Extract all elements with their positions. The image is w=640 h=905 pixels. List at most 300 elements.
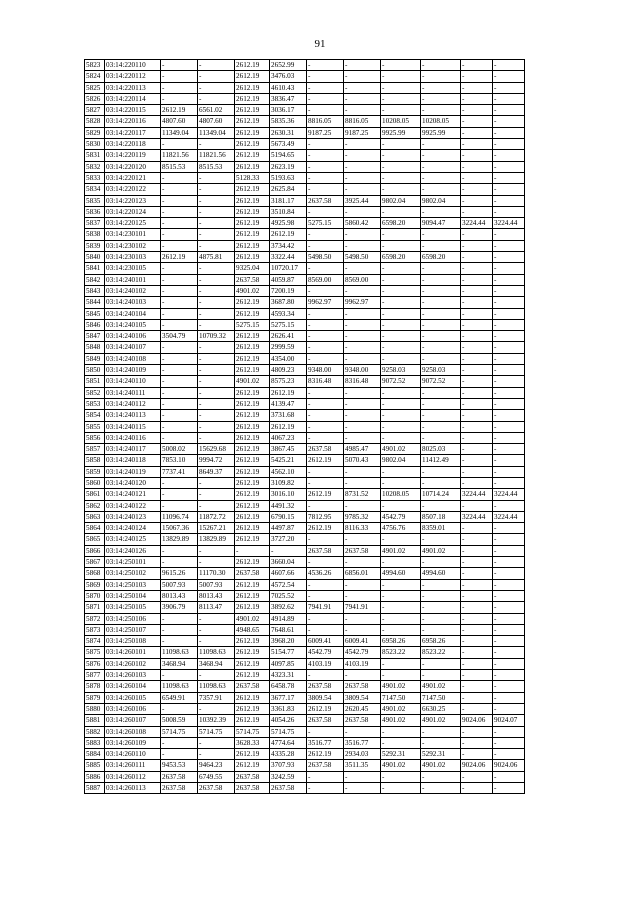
code-cell: 03:14:220113 [105,82,161,93]
value-cell: 4536.26 [307,568,344,579]
value-cell: - [307,240,344,251]
value-cell: 4497.87 [270,523,307,534]
value-cell: - [198,60,235,71]
value-cell: 2999.59 [270,342,307,353]
value-cell: - [344,184,381,195]
value-cell: - [381,342,421,353]
value-cell: - [198,229,235,240]
value-cell: 5128.33 [235,172,270,183]
value-cell: 4542.79 [344,647,381,658]
value-cell: - [344,353,381,364]
value-cell: - [461,602,493,613]
value-cell: 5275.15 [307,218,344,229]
value-cell: - [344,726,381,737]
value-cell: 3925.44 [344,195,381,206]
row-number-cell: 5869 [85,579,105,590]
code-cell: 03:14:220125 [105,218,161,229]
value-cell: 2612.19 [270,229,307,240]
table-row [85,376,525,387]
value-cell: 11821.56 [198,150,235,161]
value-cell: - [421,206,461,217]
value-cell: - [381,184,421,195]
value-cell: 2612.19 [235,229,270,240]
value-cell: - [198,749,235,760]
row-number-cell: 5826 [85,93,105,104]
value-cell: - [421,410,461,421]
value-cell: 5007.93 [198,579,235,590]
row-number-cell: 5840 [85,252,105,263]
code-cell: 03:14:220123 [105,195,161,206]
value-cell: - [198,624,235,635]
value-cell: 9464.23 [198,760,235,771]
row-number-cell: 5875 [85,647,105,658]
value-cell: 2612.19 [307,455,344,466]
value-cell: - [421,613,461,624]
value-cell: 8523.22 [421,647,461,658]
value-cell: 2612.19 [235,489,270,500]
value-cell: - [344,342,381,353]
value-cell: 5714.75 [161,726,198,737]
value-cell: 4901.02 [381,681,421,692]
value-cell: 9925.99 [381,127,421,138]
value-cell: - [198,670,235,681]
value-cell: - [198,477,235,488]
value-cell: - [198,240,235,251]
value-cell: - [461,342,493,353]
row-number-cell: 5857 [85,444,105,455]
value-cell: 2637.58 [270,783,307,794]
code-cell: 03:14:240101 [105,274,161,285]
value-cell: 4994.60 [381,568,421,579]
value-cell: 2612.19 [235,444,270,455]
code-cell: 03:14:220120 [105,161,161,172]
value-cell: 2637.58 [235,681,270,692]
value-cell: - [381,410,421,421]
row-number-cell: 5858 [85,455,105,466]
value-cell: 5070.43 [344,455,381,466]
value-cell: 3322.44 [270,252,307,263]
value-cell: - [198,206,235,217]
value-cell: - [381,263,421,274]
value-cell: - [461,319,493,330]
value-cell: 4774.64 [270,737,307,748]
code-cell: 03:14:240113 [105,410,161,421]
value-cell: 2612.19 [235,658,270,669]
value-cell: 2612.19 [235,195,270,206]
value-cell: - [198,195,235,206]
code-cell: 03:14:260101 [105,647,161,658]
value-cell: - [307,331,344,342]
value-cell: 2637.58 [235,771,270,782]
value-cell: - [198,387,235,398]
value-cell: - [461,534,493,545]
value-cell: 11098.63 [161,647,198,658]
value-cell: - [461,398,493,409]
row-number-cell: 5859 [85,466,105,477]
code-cell: 03:14:260102 [105,658,161,669]
value-cell: 5498.50 [344,252,381,263]
value-cell: - [381,477,421,488]
value-cell: - [421,285,461,296]
value-cell: 3511.35 [344,760,381,771]
value-cell: - [421,432,461,443]
value-cell: 4807.60 [161,116,198,127]
value-cell: - [307,466,344,477]
table-row [85,636,525,647]
value-cell: - [461,387,493,398]
value-cell: 4607.66 [270,568,307,579]
value-cell: - [461,353,493,364]
value-cell: - [198,737,235,748]
value-cell: - [381,229,421,240]
value-cell: 10720.17 [270,263,307,274]
value-cell: - [461,455,493,466]
value-cell: - [307,105,344,116]
value-cell: 3468.94 [198,658,235,669]
value-cell: - [161,410,198,421]
value-cell: 9453.53 [161,760,198,771]
value-cell: - [161,557,198,568]
value-cell: - [344,398,381,409]
value-cell: - [307,726,344,737]
value-cell: 2612.19 [235,218,270,229]
value-cell: - [198,274,235,285]
value-cell: - [198,432,235,443]
value-cell: - [493,161,525,172]
value-cell: - [198,365,235,376]
value-cell: 2612.19 [235,602,270,613]
value-cell: - [161,184,198,195]
value-cell: 3242.59 [270,771,307,782]
code-cell: 03:14:220122 [105,184,161,195]
value-cell: - [198,636,235,647]
code-cell: 03:14:240123 [105,511,161,522]
value-cell: - [161,613,198,624]
value-cell: - [307,783,344,794]
value-cell: - [161,636,198,647]
value-cell: - [421,387,461,398]
value-cell: - [344,161,381,172]
value-cell: 9925.99 [421,127,461,138]
value-cell: - [421,670,461,681]
value-cell: - [344,466,381,477]
value-cell: - [493,365,525,376]
value-cell: 6458.78 [270,681,307,692]
value-cell: 9258.03 [381,365,421,376]
value-cell: 2612.19 [235,105,270,116]
value-cell: 6561.02 [198,105,235,116]
value-cell: 3504.79 [161,331,198,342]
value-cell: - [344,500,381,511]
value-cell: 4542.79 [381,511,421,522]
value-cell: - [493,670,525,681]
value-cell: 8649.37 [198,466,235,477]
value-cell: - [493,229,525,240]
row-number-cell: 5860 [85,477,105,488]
value-cell: - [198,71,235,82]
value-cell: - [461,579,493,590]
value-cell: - [307,613,344,624]
value-cell: - [461,432,493,443]
value-cell: - [307,500,344,511]
table-row [85,263,525,274]
value-cell: - [461,331,493,342]
value-cell: - [493,319,525,330]
code-cell: 03:14:240115 [105,421,161,432]
value-cell: 4807.60 [198,116,235,127]
value-cell: - [421,263,461,274]
value-cell: - [307,421,344,432]
table-row [85,274,525,285]
value-cell: - [161,703,198,714]
value-cell: - [161,489,198,500]
value-cell: - [381,297,421,308]
row-number-cell: 5872 [85,613,105,624]
value-cell: 2612.19 [235,150,270,161]
value-cell: 2612.19 [235,500,270,511]
value-cell: - [421,319,461,330]
row-number-cell: 5854 [85,410,105,421]
value-cell: - [493,297,525,308]
row-number-cell: 5830 [85,139,105,150]
value-cell: - [461,297,493,308]
value-cell: - [344,240,381,251]
row-number-cell: 5880 [85,703,105,714]
value-cell: 3476.03 [270,71,307,82]
value-cell: - [461,252,493,263]
code-cell: 03:14:240119 [105,466,161,477]
value-cell: 5194.65 [270,150,307,161]
value-cell: 6598.20 [381,252,421,263]
value-cell: 2612.19 [235,455,270,466]
value-cell: - [493,692,525,703]
value-cell: - [161,285,198,296]
code-cell: 03:14:240125 [105,534,161,545]
value-cell: - [344,410,381,421]
code-cell: 03:14:220116 [105,116,161,127]
value-cell: 3687.80 [270,297,307,308]
table-row [85,195,525,206]
value-cell: 2612.19 [235,252,270,263]
value-cell: - [493,568,525,579]
value-cell: - [307,319,344,330]
value-cell: - [344,206,381,217]
value-cell: 2612.19 [235,557,270,568]
value-cell: 3734.42 [270,240,307,251]
value-cell: 3224.44 [493,218,525,229]
value-cell: - [461,681,493,692]
value-cell: - [493,285,525,296]
value-cell: 4914.89 [270,613,307,624]
table-row [85,466,525,477]
value-cell: - [421,184,461,195]
value-cell: 4901.02 [235,376,270,387]
value-cell: 3109.82 [270,477,307,488]
value-cell: - [493,500,525,511]
value-cell: - [161,229,198,240]
value-cell: - [461,127,493,138]
table-row [85,161,525,172]
table-row [85,421,525,432]
value-cell: 3361.83 [270,703,307,714]
value-cell: 2637.58 [235,783,270,794]
value-cell: 8515.53 [198,161,235,172]
value-cell: - [461,376,493,387]
code-cell: 03:14:220119 [105,150,161,161]
code-cell: 03:14:240122 [105,500,161,511]
value-cell: - [421,82,461,93]
value-cell: - [161,82,198,93]
table-row [85,240,525,251]
value-cell: - [461,195,493,206]
row-number-cell: 5864 [85,523,105,534]
row-number-cell: 5886 [85,771,105,782]
value-cell: - [493,647,525,658]
code-cell: 03:14:250102 [105,568,161,579]
value-cell: 4875.81 [198,252,235,263]
value-cell: - [381,579,421,590]
value-cell: - [307,387,344,398]
value-cell: 7941.91 [307,602,344,613]
value-cell: - [198,184,235,195]
value-cell: - [381,602,421,613]
value-cell: - [344,331,381,342]
value-cell: 2612.19 [235,636,270,647]
value-cell: - [344,783,381,794]
value-cell: 2612.19 [307,523,344,534]
value-cell: 2612.19 [235,432,270,443]
table-row [85,500,525,511]
value-cell: 2612.19 [235,692,270,703]
code-cell: 03:14:250105 [105,602,161,613]
value-cell: - [307,534,344,545]
value-cell: - [493,195,525,206]
value-cell: 2612.19 [235,421,270,432]
table-row [85,139,525,150]
value-cell: 4756.76 [381,523,421,534]
row-number-cell: 5846 [85,319,105,330]
value-cell: - [493,749,525,760]
value-cell: 6856.01 [344,568,381,579]
value-cell: - [307,60,344,71]
value-cell: - [198,557,235,568]
value-cell: 4901.02 [381,444,421,455]
value-cell: - [344,477,381,488]
value-cell: 3707.93 [270,760,307,771]
value-cell: - [493,387,525,398]
value-cell: - [381,150,421,161]
table-row [85,116,525,127]
value-cell: - [493,353,525,364]
value-cell: 4139.47 [270,398,307,409]
value-cell: 3809.54 [344,692,381,703]
value-cell: - [307,624,344,635]
value-cell: - [421,534,461,545]
value-cell: 11170.30 [198,568,235,579]
table-row [85,150,525,161]
value-cell: 2612.19 [235,297,270,308]
value-cell: 5835.36 [270,116,307,127]
value-cell: - [381,93,421,104]
value-cell: - [381,353,421,364]
value-cell: - [198,410,235,421]
value-cell: 10208.05 [421,116,461,127]
value-cell: 9802.04 [421,195,461,206]
value-cell: - [461,71,493,82]
code-cell: 03:14:240126 [105,545,161,556]
value-cell: 4097.85 [270,658,307,669]
value-cell: - [161,342,198,353]
value-cell: - [161,500,198,511]
value-cell: 4354.00 [270,353,307,364]
code-cell: 03:14:240116 [105,432,161,443]
value-cell: - [161,737,198,748]
code-cell: 03:14:260105 [105,692,161,703]
value-cell: - [421,150,461,161]
value-cell: - [461,500,493,511]
code-cell: 03:14:240124 [105,523,161,534]
value-cell: 3181.17 [270,195,307,206]
value-cell: - [198,218,235,229]
value-cell: - [493,127,525,138]
value-cell: - [493,783,525,794]
row-number-cell: 5853 [85,398,105,409]
value-cell: - [381,771,421,782]
value-cell: - [161,624,198,635]
value-cell: 5275.15 [270,319,307,330]
value-cell: - [381,421,421,432]
value-cell: - [493,240,525,251]
value-cell: - [493,150,525,161]
value-cell: - [461,477,493,488]
value-cell: 7147.50 [421,692,461,703]
code-cell: 03:14:250107 [105,624,161,635]
value-cell: - [307,342,344,353]
value-cell: - [161,398,198,409]
value-cell: - [421,466,461,477]
value-cell: 6630.25 [421,703,461,714]
table-row [85,444,525,455]
code-cell: 03:14:240103 [105,297,161,308]
value-cell: - [461,60,493,71]
value-cell: 5007.93 [161,579,198,590]
value-cell: - [493,206,525,217]
value-cell: - [461,263,493,274]
table-row [85,613,525,624]
value-cell: - [461,624,493,635]
value-cell: 4593.34 [270,308,307,319]
value-cell: 5673.49 [270,139,307,150]
code-cell: 03:14:240108 [105,353,161,364]
value-cell: - [461,82,493,93]
value-cell: - [461,240,493,251]
value-cell: 7812.95 [307,511,344,522]
value-cell: - [198,263,235,274]
value-cell: 7737.41 [161,466,198,477]
row-number-cell: 5879 [85,692,105,703]
row-number-cell: 5856 [85,432,105,443]
value-cell: 4335.28 [270,749,307,760]
table-row [85,387,525,398]
value-cell: 4901.02 [421,715,461,726]
code-cell: 03:14:220114 [105,93,161,104]
value-cell: - [344,670,381,681]
value-cell: - [381,500,421,511]
value-cell: 4901.02 [421,545,461,556]
value-cell: 2612.19 [235,647,270,658]
table-row [85,365,525,376]
value-cell: 11349.04 [161,127,198,138]
